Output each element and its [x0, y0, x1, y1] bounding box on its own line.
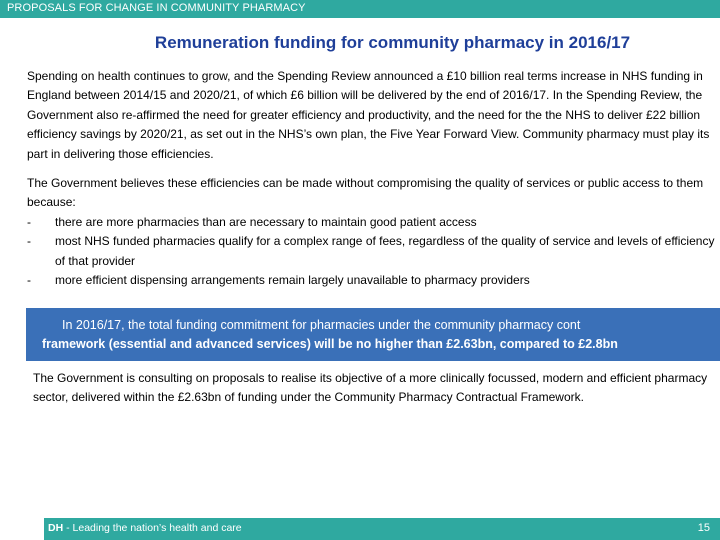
- bullet-text: more efficient dispensing arrangements remain largely unavailable to pharmacy providers: [55, 273, 530, 288]
- bullet-text: most NHS funded pharmacies qualify for a complex range of fees, regardless of the quality of service and levels of efficiency of that provider: [55, 234, 715, 268]
- footer-bar: [44, 518, 720, 540]
- funding-callout-box: [26, 308, 720, 361]
- slide-title: Remuneration funding for community pharmacy in 2016/17: [154, 33, 631, 52]
- page-number: 15: [697, 522, 710, 534]
- callout-line-2: framework (essential and advanced services) will be no higher than £2.63bn, compared to £2.8bn: [42, 337, 618, 351]
- bullet-marker: -: [27, 234, 31, 249]
- list-item: [27, 232, 717, 271]
- header-bar: [0, 0, 720, 18]
- footer-tagline: Leading the nation’s health and care: [72, 522, 242, 534]
- list-item: [27, 213, 717, 232]
- bullet-marker: -: [27, 214, 31, 229]
- paragraph-efficiencies: [27, 174, 717, 290]
- list-item: [27, 271, 717, 290]
- paragraph-spending: Spending on health continues to grow, and the Spending Review announced a £10 billion real terms increase in NHS funding in England between 2014/15 and 2020/21, of which £6 billion will be delivered by the end of 2016/17. In the Spending Review, the Government also re-affirmed the need for greater efficiency and productivity, and the need for the the NHS to deliver £22 billion efficiency savings by 2020/21, as set out in the NHS’s own plan, the Five Year Forward View. Community pharmacy must play its part in delivering those efficiencies.: [27, 69, 710, 161]
- bullet-text: there are more pharmacies than are necessary to maintain good patient access: [55, 214, 477, 229]
- footer-separator: -: [63, 522, 73, 534]
- dh-logo-text: DH: [48, 522, 64, 534]
- paragraph-consultation: The Government is consulting on proposals to realise its objective of a more clinically focussed, modern and efficient pharmacy sector, delivered within the £2.63bn of funding under the Community Pharmacy Contractual Framework.: [33, 371, 708, 405]
- bullet-marker: -: [27, 273, 31, 288]
- header-label: PROPOSALS FOR CHANGE IN COMMUNITY PHARMACY: [7, 2, 306, 14]
- callout-line-1: In 2016/17, the total funding commitment for pharmacies under the community pharmacy cont: [62, 318, 581, 332]
- footer-branding: [48, 522, 242, 534]
- efficiencies-intro: The Government believes these efficiencies can be made without compromising the quality of services or public access to them because:: [27, 176, 704, 210]
